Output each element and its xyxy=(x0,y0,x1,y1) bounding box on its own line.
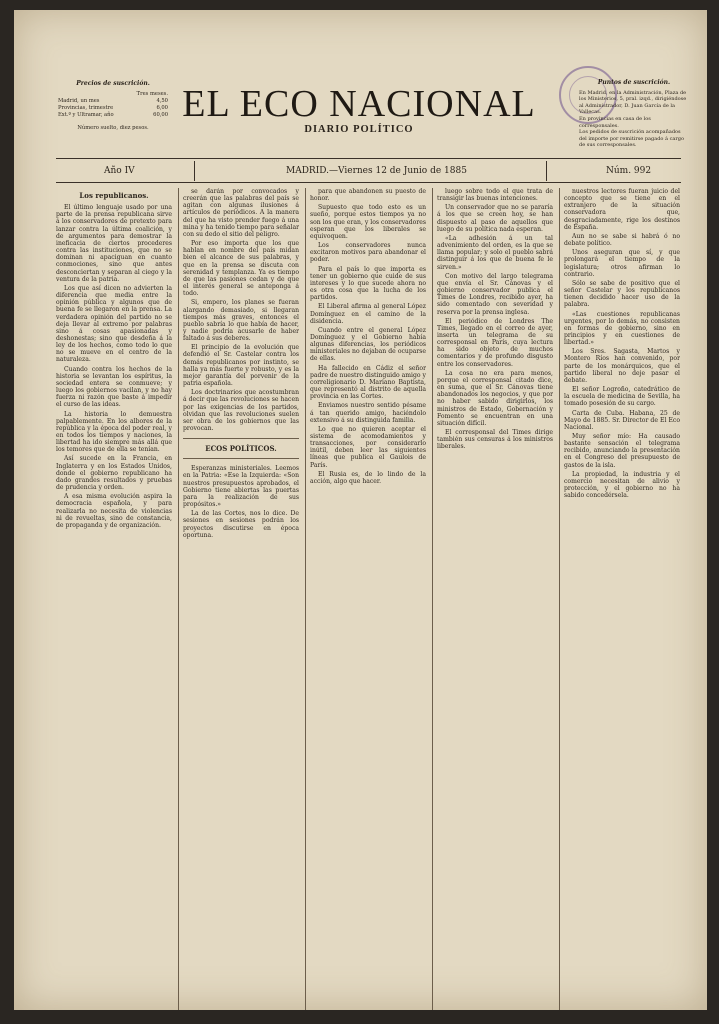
article-paragraph: Aun no se sabe si habrá ó no debate político. xyxy=(564,232,680,248)
article-paragraph: Por eso importa que los que hablan en nombre del país midan bien el alcance de sus palabras, y que en la prensa se discuta con serenidad y templanza. Ya es tiempo de que las pasiones cedan y de que el interés general se anteponga á todo. xyxy=(183,240,299,298)
points-line: En provincias en casa de los corresponsales. xyxy=(579,115,651,129)
column-4 xyxy=(437,188,553,1010)
article-paragraph: Unos aseguran que sí, y que prolongará el tiempo de la legislatura; otros afirman lo contrario. xyxy=(564,249,680,278)
section-divider xyxy=(183,438,299,439)
price-row: Madrid, un mes 4,50 xyxy=(58,98,168,104)
article-paragraph: Cuando contra los hechos de la historia se levantan los espíritus, la sociedad entera se conmueve; y luego los gobiernos vacilan, y no hay fuerza ni razón que baste á impedir el curso de las ideas. xyxy=(56,365,172,409)
issue-number: Núm. 992 xyxy=(606,166,652,176)
subscription-prices xyxy=(58,80,168,132)
article-paragraph: Los que así dicen no advierten la diferencia que media entre la opinión pública y algunos que de buena fe se llegaron en la prensa. La verdadera opinión del partido no se deja llevar al extremo por palabras sino á cosas apasionadas y deshonestas; sino que desdeña á la ley de los hechos, como todo lo que no se mueve en el centro de la naturaleza. xyxy=(56,284,172,364)
article-paragraph: El último lenguaje usado por una parte de la prensa republicana sirve á los conservadores de pretexto para lanzar contra la última coalición, y de argumentos para demostrar la ineficacia de ciertos procederes contra las instituciones, que no se dominan ni apaciguan en cuanto conmociones, sino que antes desconciertan y separan al ciego y la ventura de la patria. xyxy=(56,204,172,283)
article-paragraph: nuestros lectores fueran juicio del concepto que se tiene en el extranjero de la situación conservadora que, desgraciadamente, rige los destinos de España. xyxy=(564,188,680,231)
article-paragraph: Ha fallecido en Cádiz el señor padre de nuestro distinguido amigo y correligionario D. Mariano Baptista, que representó al distrito de aquella provincia en las Cortes. xyxy=(310,364,426,401)
article-paragraph: Los doctrinarios que acostumbran á decir que las revoluciones se hacen por las exigencias de los partidos, olvidan que las revoluciones suelen ser obra de los gobiernos que las provocan. xyxy=(183,389,299,432)
article-paragraph: El señor Logroño, catedrático de la escuela de medicina de Sevilla, ha tomado posesión de su cargo. xyxy=(564,386,680,408)
article-paragraph: se darán por convocados y creerán que las palabras del país se agitan con algunas ilusiones á artículos de periódicos. A la manera del que ha visto prender fuego á una mina y ha tenido tiempo para señalar con su dedo el sitio del peligro. xyxy=(183,188,299,238)
price-row: Provincias, trimestre 6,00 xyxy=(58,105,168,111)
article-paragraph: para que abandonen su puesto de honor. xyxy=(310,188,426,203)
article-paragraph: El principio de la evolución que defendió el Sr. Castelar contra los demás republicanos por instinto, se halla ya más fuerte y robusto, y es la mejor garantía del porvenir de la patria española. xyxy=(183,344,299,388)
article-paragraph: A esa misma evolución aspira la democracia española, y para realizarla no necesita de violencias ni de revueltas, sino de constancia, de propaganda y de organización. xyxy=(56,493,172,529)
newspaper-page xyxy=(14,10,707,1010)
article-paragraph: Un conservador que no se pararía á los que se creen hoy, se han dispuesto al paso de aquellos que luego de su política nada esperan. xyxy=(437,204,553,233)
article-paragraph: El Liberal afirma al general López Domínguez en el camino de la disidencia. xyxy=(310,303,426,325)
article-paragraph: Así sucede en la Francia, en Inglaterra y en los Estados Unidos, donde el gobierno republicano ha dado grandes resultados y pruebas de prudencia y orden. xyxy=(56,455,172,492)
article-paragraph: Si, empero, los planes se fueran alargando demasiado, si llegaran tiempos más graves, entonces el pueblo sabría lo que había de hacer, y nadie podría acusarle de haber faltado á sus deberes. xyxy=(183,299,299,343)
article-paragraph: «Las cuestiones republicanas urgentes, por lo demás, no consisten en formas de gobierno, sino en principios y en cuestiones de libertad.» xyxy=(564,310,680,347)
points-heading: Puntos de suscrición. xyxy=(597,79,671,86)
newspaper-subtitle: DIARIO POLÍTICO xyxy=(304,124,414,135)
prices-heading: Precios de suscrición. xyxy=(76,80,150,87)
article-paragraph: La propiedad, la industria y el comercio necesitan de alivio y protección, y el gobierno no ha sabido concedérsela. xyxy=(564,470,680,500)
article-paragraph: El Rusia es, de lo lindo de la acción, algo que hacer. xyxy=(310,470,426,485)
prices-col-label: Tres meses. xyxy=(136,91,168,97)
column-1 xyxy=(56,188,172,1010)
column-3 xyxy=(310,188,426,1010)
article-paragraph: El periódico de Londres The Times, llegado en el correo de ayer, inserta un telegrama de su corresponsal en París, cuya lectura ha sido objeto de muchos comentarios y de profundo disgusto entre los conservadores. xyxy=(437,317,553,368)
subscription-points xyxy=(579,80,689,149)
article-heading: Los republicanos. xyxy=(79,191,149,200)
article-paragraph: Muy señor mío: Ha causado bastante sensación el telegrama recibido, anunciando la presentación en el Congreso del presupuesto de gastos de la isla. xyxy=(564,433,680,469)
article-paragraph: Los conservadores nunca excitaron motivos para abandonar el poder. xyxy=(310,242,426,264)
article-paragraph: La historia lo demuestra palpablemente. En los albores de la república y la época del poder real, y en todos los tiempos y naciones, la libertad ha ido siempre más allá que los temores que de ella se tenían. xyxy=(56,410,172,454)
issue-date: MADRID.—Viernes 12 de Junio de 1885 xyxy=(286,166,467,176)
masthead xyxy=(14,10,707,149)
points-line: Los pedidos de suscrición acompañados del importe por remitirse pagado á cargo de sus corresponsales. xyxy=(579,129,684,149)
article-paragraph: Sólo se sabe de positivo que el señor Castelar y los republicanos tienen decidido hacer uso de la palabra. xyxy=(564,279,680,309)
price-row: Ext.º y Ultramar, año 60,00 xyxy=(58,112,168,118)
prices-note: Número suelto, diez pesos. xyxy=(77,125,149,131)
article-paragraph: Con motivo del largo telegrama que envía el Sr. Cánovas y el gobierno conservador publica el Times de Londres, recibido ayer, ha sido comentado con severidad y reserva por la prensa inglesa. xyxy=(437,272,553,316)
volume-label: Año IV xyxy=(104,166,135,176)
article-paragraph: Los Sres. Sagasta, Martos y Montero Ríos han convenido, por parte de los monárquicos, que el partido liberal no deje pasar el debate. xyxy=(564,348,680,384)
points-line: En Madrid, en la Administración, Plaza de los Ministerios, 5, pral. izqd., dirigiéndose al Administrador, D. Juan García de la Vallecas. xyxy=(579,89,687,116)
article-paragraph: Enviamos nuestro sentido pésame á tan querido amigo, haciéndolo extensivo á su distinguida familia. xyxy=(310,402,426,424)
article-paragraph: Para el país lo que importa es tener un gobierno que cuide de sus intereses y lo que sucede ahora no es otra cosa que la lucha de los partidos. xyxy=(310,265,426,302)
article-columns xyxy=(56,188,681,1010)
newspaper-title: EL ECO NACIONAL xyxy=(182,83,536,125)
article-paragraph: Cuando entre el general López Domínguez y el Gobierno había algunas diferencias, los periódicos ministeriales no dejaban de ocuparse de ellas. xyxy=(310,326,426,363)
article-paragraph: Supuesto que todo esto es un sueño, porque estos tiempos ya no son los que eran, y los conservadores esperan que los liberales se equivoquen. xyxy=(310,204,426,240)
article-paragraph: El corresponsal del Times dirige también sus censuras á los ministros liberales. xyxy=(437,429,553,451)
column-5 xyxy=(564,188,680,1010)
dateline-rule xyxy=(56,182,681,183)
section-heading: ECOS POLÍTICOS. xyxy=(205,444,277,454)
column-2 xyxy=(183,188,299,1010)
article-paragraph: Carta de Cuba. Habana, 25 de Mayo de 1885. Sr. Director de El Eco Nacional. xyxy=(564,409,680,431)
section-paragraph: Esperanzas ministeriales. Leemos en la Patria: «Ese la Izquierda: «Son nuestros presupuestos aprobados, el Gobierno tiene abiertas las puertas para la realización de sus propósitos.» xyxy=(183,465,299,509)
section-paragraph: La de las Cortes, nos lo dice. De sesiones en sesiones podrán los proyectos discutirse en época oportuna. xyxy=(183,510,299,539)
article-paragraph: «La adhesión á un tal advenimiento del orden, es la que se llama popular; y solo el pueblo sabrá distinguir á los que de buena fe le sirven.» xyxy=(437,234,553,271)
article-paragraph: Lo que no quieren aceptar el sistema de acomodamientos y transacciones, por considerarlo inútil, deben leer las siguientes líneas que publica el Gaulois de París. xyxy=(310,425,426,469)
article-paragraph: luego sobre todo el que trata de transigir las buenas intenciones. xyxy=(437,188,553,203)
dateline xyxy=(56,161,681,181)
article-paragraph: La cosa no era para menos, porque el corresponsal citado dice, en suma, que el Sr. Cánovas tiene abandonados los negocios, y que por no haber sabido dirigirlos, los ministros de Estado, Gobernación y Fomento se encuentran en una situación difícil. xyxy=(437,369,553,427)
section-divider xyxy=(183,458,299,459)
top-rule xyxy=(56,158,681,159)
